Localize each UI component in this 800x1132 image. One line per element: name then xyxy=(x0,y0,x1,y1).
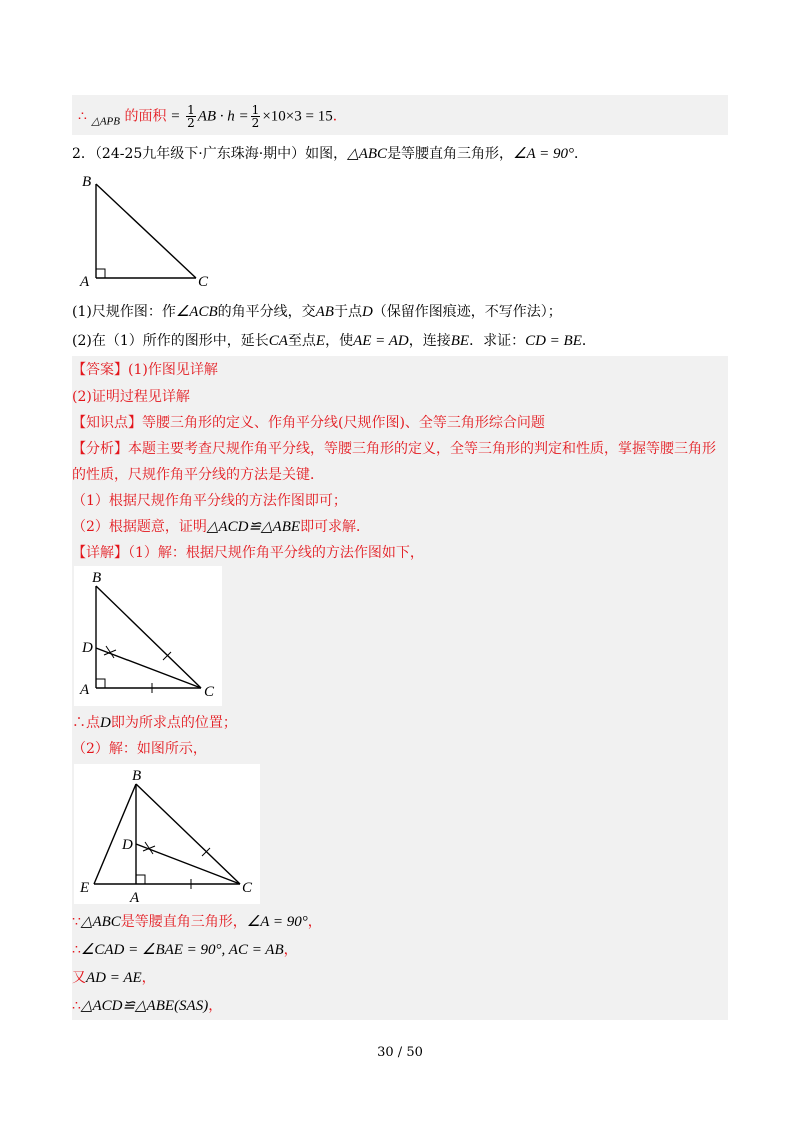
answer-line2: (2)证明过程见详解 xyxy=(72,389,190,405)
figure-congruent-triangles xyxy=(74,764,260,904)
label-D: D xyxy=(122,837,133,853)
label-A: A xyxy=(80,274,90,290)
analysis-line1: 【分析】本题主要考查尺规作角平分线，等腰三角形的定义，全等三角形的判定和性质，掌握等腰三角形 xyxy=(72,441,716,457)
label-D: D xyxy=(82,640,93,656)
proof-therefore1: ∴∠CAD = ∠BAE = 90°, AC = AB， xyxy=(72,942,298,958)
question-part1: (1)尺规作图：作∠ACB的角平分线，交AB于点D（保留作图痕迹，不写作法）； xyxy=(72,304,562,320)
knowledge-points: 【知识点】等腰三角形的定义、作角平分线(尺规作图)、全等三角形综合问题 xyxy=(72,415,545,431)
label-C: C xyxy=(204,684,215,700)
proof-because: ∵△ABC是等腰直角三角形，∠A = 90°， xyxy=(72,914,322,930)
analysis-step1: （1）根据尺规作角平分线的方法作图即可； xyxy=(72,493,347,509)
detail-heading: 【详解】（1）解：根据尺规作角平分线的方法作图如下， xyxy=(72,545,424,561)
label-E: E xyxy=(80,880,90,896)
label-B: B xyxy=(132,768,142,784)
proof-therefore2: ∴△ACD≌△ABE(SAS)， xyxy=(72,998,223,1014)
label-A: A xyxy=(130,890,140,904)
label-B: B xyxy=(92,570,102,586)
proof-also: 又AD = AE， xyxy=(72,970,156,986)
page-number: 30 / 50 xyxy=(377,1045,423,1060)
analysis-step2: （2）根据题意，证明△ACD≌△ABE即可求解． xyxy=(72,519,371,535)
top-line: ∴ $_{\triangle APB}$ 的面积 = $\frac{1}{2}$ AB · h = $\frac{1}{2}$ ×10×3 = 15． xyxy=(78,103,347,130)
analysis-line2: 的性质，尺规作角平分线的方法是关键． xyxy=(72,467,324,483)
problem-statement: 2．（24-25九年级下·广东珠海·期中）如图，△ABC是等腰直角三角形，∠A = 90°． xyxy=(72,146,589,162)
label-A: A xyxy=(80,682,90,698)
part2-heading: （2）解：如图所示， xyxy=(72,741,207,757)
question-part2: (2)在（1）所作的图形中，延长CA至点E，使AE = AD，连接BE．求证：CD = BE． xyxy=(72,333,596,349)
label-B: B xyxy=(82,174,92,190)
label-C: C xyxy=(242,880,253,896)
answer-line1: 【答案】(1)作图见详解 xyxy=(72,362,218,378)
figure-triangle-abc xyxy=(76,172,226,292)
point-d-conclusion: ∴点D即为所求点的位置； xyxy=(72,715,237,731)
label-C: C xyxy=(198,274,209,290)
figure-angle-bisector xyxy=(74,566,222,706)
